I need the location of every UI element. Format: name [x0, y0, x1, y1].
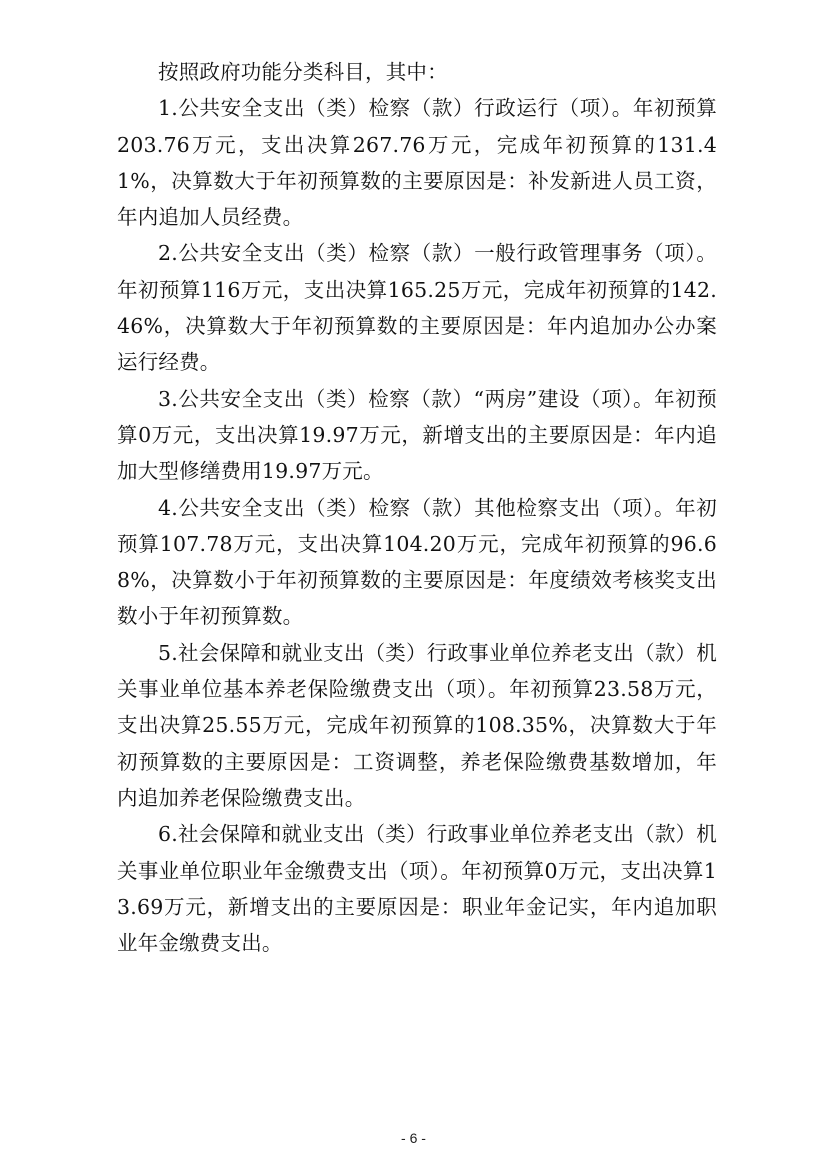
page-number: - 6 -: [401, 1130, 426, 1146]
paragraph-item-2: 2.公共安全支出（类）检察（款）一般行政管理事务（项）。年初预算116万元，支出决算165.25万元，完成年初预算的142.46%，决算数大于年初预算数的主要原因是：年内追加办公办案运行经费。: [117, 241, 717, 375]
intro-paragraph: 按照政府功能分类科目，其中：: [158, 60, 448, 84]
paragraph-item-1: 1.公共安全支出（类）检察（款）行政运行（项）。年初预算203.76万元，支出决算267.76万元，完成年初预算的131.41%，决算数大于年初预算数的主要原因是：补发新进人员工资，年内追加人员经费。: [117, 96, 717, 230]
document-body: [117, 54, 717, 961]
paragraph-item-4: 4.公共安全支出（类）检察（款）其他检察支出（项）。年初预算107.78万元，支出决算104.20万元，完成年初预算的96.68%，决算数小于年初预算数的主要原因是：年度绩效考核奖支出数小于年初预算数。: [117, 495, 717, 629]
paragraph-item-6: 6.社会保障和就业支出（类）行政事业单位养老支出（款）机关事业单位职业年金缴费支出（项）。年初预算0万元，支出决算13.69万元，新增支出的主要原因是：职业年金记实，年内追加职业年金缴费支出。: [117, 822, 717, 956]
paragraph-item-3: 3.公共安全支出（类）检察（款）“两房”建设（项）。年初预算0万元，支出决算19.97万元，新增支出的主要原因是：年内追加大型修缮费用19.97万元。: [117, 386, 717, 484]
paragraph-item-5: 5.社会保障和就业支出（类）行政事业单位养老支出（款）机关事业单位基本养老保险缴费支出（项）。年初预算23.58万元，支出决算25.55万元，完成年初预算的108.35%，决算数大于年初预算数的主要原因是：工资调整，养老保险缴费基数增加，年内追加养老保险缴费支出。: [117, 640, 717, 810]
